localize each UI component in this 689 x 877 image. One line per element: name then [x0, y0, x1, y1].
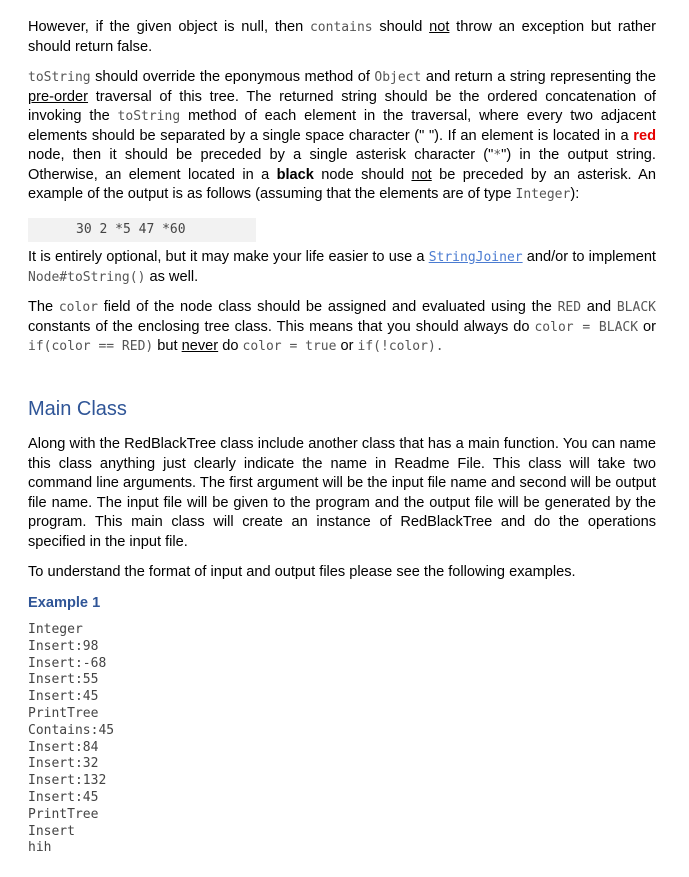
code-if-not-color: if(!color).	[357, 339, 444, 354]
example-line: Insert:84	[28, 739, 99, 755]
text: and return a string representing the	[421, 69, 656, 85]
example-line: Insert:55	[28, 672, 99, 688]
example-title: Example 1	[28, 595, 101, 611]
text: However, if the given object is null, then	[28, 19, 310, 35]
stringjoiner-link[interactable]: StringJoiner	[428, 250, 523, 265]
code-tostring: toString	[117, 109, 181, 124]
underlined-not: not	[429, 19, 450, 35]
text: and	[581, 299, 617, 315]
section-heading: Main Class	[28, 398, 127, 420]
code-contains: contains	[309, 20, 373, 35]
text: or	[336, 338, 358, 354]
text: and/or to implement	[522, 249, 656, 265]
example-input-listing	[28, 622, 114, 857]
example-line: Insert:98	[28, 638, 99, 654]
example-line: Integer	[28, 622, 83, 637]
code-if-color: if(color == RED)	[28, 339, 154, 354]
code-red: RED	[557, 300, 582, 315]
text: traversal of this tree. The returned string should be the ordered concatenation of invoking the	[28, 88, 656, 124]
text: throw an exception but rather should return false.	[28, 19, 656, 55]
underlined-pre-order: pre-order	[28, 88, 89, 105]
example-line: PrintTree	[28, 806, 99, 822]
code-color-assign: color = BLACK	[534, 319, 639, 335]
example-line: Contains:45	[28, 722, 115, 738]
code-color-true: color = true	[242, 339, 337, 354]
color-paragraph	[28, 298, 656, 357]
code-integer: Integer	[515, 187, 571, 202]
understand-paragraph: To understand the format of input and output files please see the following examples.	[28, 564, 576, 580]
code-black: BLACK	[616, 300, 656, 315]
tostring-paragraph	[28, 68, 656, 205]
text: constants of the enclosing tree class. This means that you should always do	[28, 318, 535, 335]
code-object: Object	[374, 70, 422, 85]
example-line: Insert:-68	[28, 655, 107, 671]
main-paragraph: Along with the RedBlackTree class include another class that has a main function. You can name this class anything just clearly indicate the name in Readme File. This class will take two command line arguments. The first argument will be the input file name and second will be output file name. The input file will be given to the program and the output file will be generated by the program. This main class will create an instance of RedBlackTree and do the operations specified in the input file.	[28, 436, 656, 550]
code-asterisk: *	[493, 148, 502, 163]
sample-output: 30 2 *5 47 *60	[28, 218, 256, 242]
text: do	[218, 338, 243, 354]
text: ):	[570, 186, 580, 202]
red-word: red	[633, 127, 656, 144]
text: method of each element in the traversal, where every two adjacent elements should be separated by a single space character (" "). If an element is located in a	[28, 108, 656, 144]
code-node-tostring: Node#toString()	[28, 269, 146, 285]
null-paragraph	[28, 18, 656, 57]
example-line: Insert:45	[28, 789, 99, 805]
text: node should	[313, 166, 412, 183]
text: The	[28, 299, 59, 315]
text: ") in the output string. Otherwise, an element located in a	[28, 147, 656, 183]
text: as well.	[145, 268, 199, 285]
text: node, then it should be preceded by a single asterisk character ("	[28, 147, 494, 163]
code-color: color	[58, 300, 98, 315]
example-line: Insert:45	[28, 689, 99, 705]
example-line: hih	[28, 840, 52, 856]
text: but	[153, 338, 182, 354]
text: should override the eponymous method of	[90, 69, 375, 85]
example-line: Insert:132	[28, 773, 107, 789]
text: or	[638, 318, 656, 335]
black-word: black	[276, 166, 314, 183]
optional-paragraph	[28, 248, 656, 287]
text: field of the node class should be assigned and evaluated using the	[98, 299, 558, 315]
text: should	[372, 19, 430, 35]
code-tostring: toString	[28, 70, 91, 85]
example-line: Insert:32	[28, 756, 99, 772]
example-line: Insert	[28, 823, 75, 839]
text: be preceded by an asterisk. An example of the output is as follows (assuming that the elements are of type	[28, 166, 656, 202]
underlined-not: not	[411, 166, 432, 183]
underlined-never: never	[181, 338, 219, 354]
example-line: PrintTree	[28, 705, 99, 721]
text: It is entirely optional, but it may make your life easier to use a	[28, 249, 429, 265]
